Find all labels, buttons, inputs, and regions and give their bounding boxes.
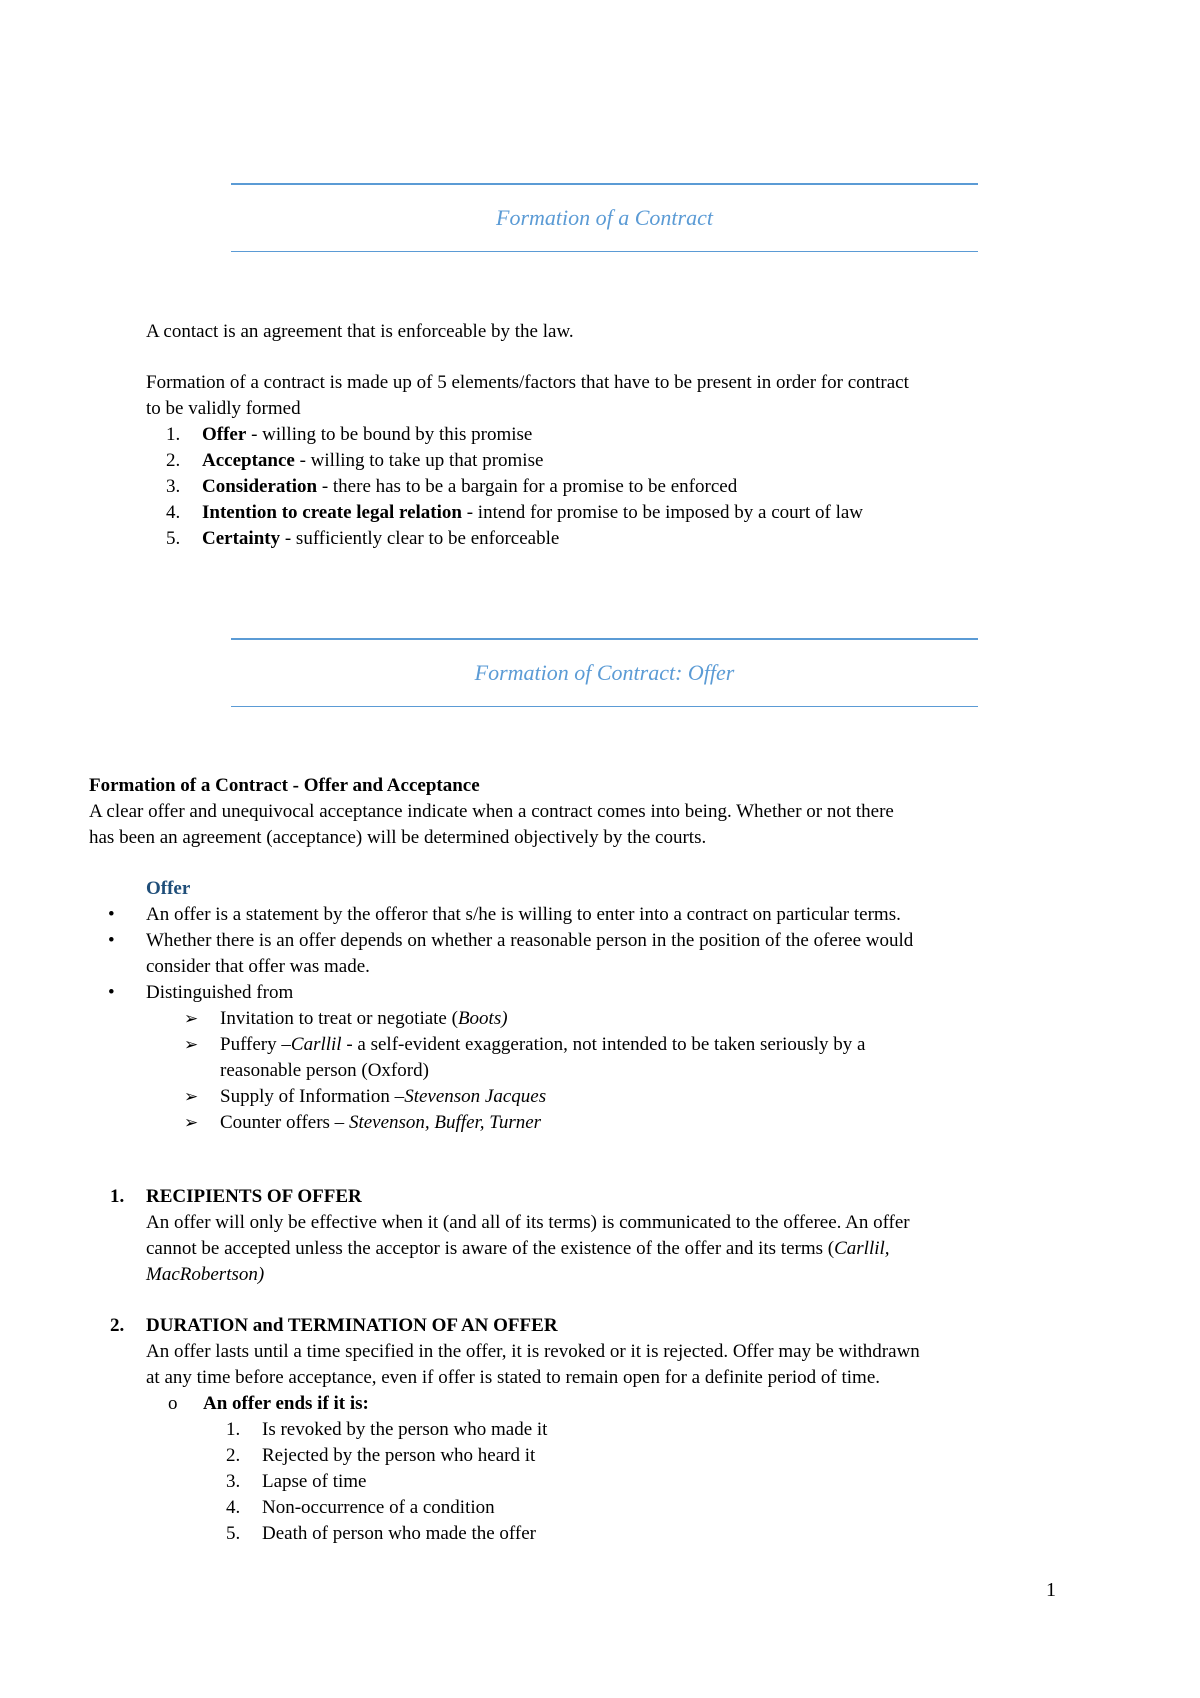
list-number: 5. (166, 528, 181, 549)
list-text: Lapse of time (262, 1471, 367, 1492)
bullet-icon: • (108, 930, 115, 951)
heading-bottom-rule (231, 706, 978, 707)
heading-text: Formation of Contract: Offer (474, 660, 735, 685)
element-desc: - willing to be bound by this promise (246, 424, 533, 445)
element-term: Certainty (202, 528, 281, 549)
element-desc: - intend for promise to be imposed by a court of law (461, 502, 863, 523)
element-term: Acceptance (202, 450, 295, 471)
list-number: 4. (226, 1497, 241, 1518)
item-text: - a self-evident exaggeration, not intended to be taken seriously by a (341, 1034, 866, 1055)
element-term: Intention to create legal relation (202, 502, 462, 523)
list-text: Rejected by the person who heard it (262, 1445, 536, 1466)
arrow-bullet-icon: ➢ (184, 1035, 199, 1054)
heading-text: Formation of a Contract (496, 205, 713, 230)
list-number: 2. (166, 450, 181, 471)
item-text: reasonable person (Oxford) (220, 1060, 429, 1081)
arrow-bullet-icon: ➢ (184, 1087, 199, 1106)
arrow-bullet-icon: ➢ (184, 1009, 199, 1028)
section-heading-offer (231, 638, 978, 707)
subheading: Formation of a Contract - Offer and Acceptance (89, 775, 480, 796)
offer-paragraph-line2: has been an agreement (acceptance) will be determined objectively by the courts. (89, 827, 707, 848)
duration-line1: An offer lasts until a time specified in the offer, it is revoked or it is rejected. Offer may be withdrawn (146, 1341, 920, 1362)
list-text: Is revoked by the person who made it (262, 1419, 548, 1440)
offer-ends-title: An offer ends if it is: (203, 1393, 369, 1414)
element-desc: - willing to take up that promise (294, 450, 544, 471)
offer-title: Offer (146, 878, 191, 899)
bullet-icon: • (108, 982, 115, 1003)
lead-paragraph-line1: Formation of a contract is made up of 5 elements/factors that have to be present in order for contract (146, 372, 909, 393)
list-number: 2. (226, 1445, 241, 1466)
item-text: Puffery – (220, 1034, 291, 1055)
bullet-text: consider that offer was made. (146, 956, 370, 977)
heading-bottom-rule (231, 251, 978, 252)
element-term: Offer (202, 424, 247, 445)
bullet-text: Whether there is an offer depends on whether a reasonable person in the position of the oferee would (146, 930, 914, 951)
item-text: Counter offers – (220, 1112, 349, 1133)
bullet-icon: • (108, 904, 115, 925)
duration-number: 2. (110, 1315, 125, 1336)
circle-bullet-icon: o (168, 1393, 178, 1414)
element-desc: - sufficiently clear to be enforceable (280, 528, 560, 549)
bullet-text: Distinguished from (146, 982, 294, 1003)
section-heading-formation (231, 183, 978, 252)
item-text: Supply of Information – (220, 1086, 405, 1107)
list-text: Death of person who made the offer (262, 1523, 536, 1544)
recipients-number: 1. (110, 1186, 125, 1207)
offer-paragraph-line1: A clear offer and unequivocal acceptance indicate when a contract comes into being. Whether or not there (89, 801, 894, 822)
element-term: Consideration (202, 476, 318, 497)
case-name: Carllil, (834, 1238, 890, 1259)
intro-paragraph: A contact is an agreement that is enforceable by the law. (146, 321, 574, 342)
page-number: 1 (1046, 1579, 1056, 1601)
case-name: MacRobertson) (146, 1264, 265, 1285)
duration-line2: at any time before acceptance, even if offer is stated to remain open for a definite period of time. (146, 1367, 880, 1388)
recipients-line2: cannot be accepted unless the acceptor is aware of the existence of the offer and its terms ( (146, 1238, 835, 1259)
list-number: 5. (226, 1523, 241, 1544)
duration-title: DURATION and TERMINATION OF AN OFFER (146, 1315, 558, 1336)
arrow-bullet-icon: ➢ (184, 1113, 199, 1132)
element-desc: - there has to be a bargain for a promise to be enforced (317, 476, 738, 497)
lead-paragraph-line2: to be validly formed (146, 398, 301, 419)
case-name: Carllil (290, 1034, 342, 1055)
bullet-text: An offer is a statement by the offeror that s/he is willing to enter into a contract on particular terms. (146, 904, 901, 925)
list-number: 1. (166, 424, 181, 445)
case-name: Boots) (457, 1008, 508, 1029)
list-number: 3. (226, 1471, 241, 1492)
case-name: Stevenson Jacques (404, 1086, 547, 1107)
recipients-title: RECIPIENTS OF OFFER (146, 1186, 362, 1207)
recipients-line1: An offer will only be effective when it (and all of its terms) is communicated to the offeree. An offer (146, 1212, 910, 1233)
list-number: 1. (226, 1419, 241, 1440)
item-text: Invitation to treat or negotiate ( (220, 1008, 458, 1029)
list-text: Non-occurrence of a condition (262, 1497, 495, 1518)
list-number: 3. (166, 476, 181, 497)
case-name: Stevenson, Buffer, Turner (348, 1112, 542, 1133)
list-number: 4. (166, 502, 181, 523)
